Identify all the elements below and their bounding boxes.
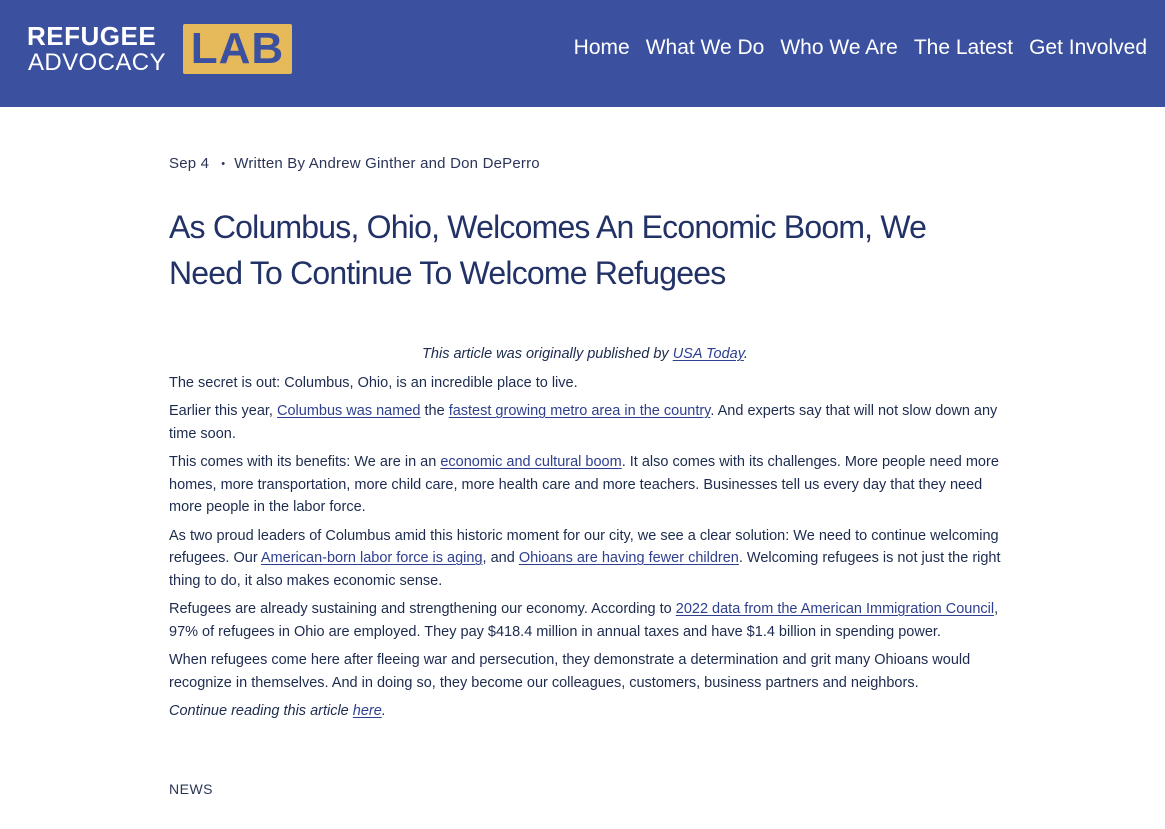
article-outro [169,700,1001,723]
paragraph-2 [169,400,1001,445]
logo-line-1: REFUGEE [27,21,157,51]
category-tag[interactable]: NEWS [169,781,213,797]
link-fewer-children[interactable]: Ohioans are having fewer children [518,550,739,566]
logo-line-2: ADVOCACY [28,49,166,76]
paragraph-6: When refugees come here after fleeing war and persecution, they demonstrate a determination and grit many Ohioans would recognize in themselves. And in doing so, they become our colleagues, customers, business partners and neighbors. [169,652,971,691]
link-columbus-named[interactable]: Columbus was named [277,403,421,419]
link-fastest-growing[interactable]: fastest growing metro area in the country [448,403,711,419]
p5-text-b: , 97% of refugees in Ohio are employed. They pay $418.4 million in annual taxes and have $1.4 billion in spending power. [169,601,999,640]
link-usa-today[interactable]: USA Today [672,346,744,362]
main-nav [558,34,1147,62]
nav-what-we-do[interactable]: What We Do [645,36,765,59]
nav-get-involved[interactable]: Get Involved [1029,36,1147,59]
paragraph-5 [169,598,1001,643]
p4-text-c: . Welcoming refugees is not just the right thing to do, it also makes economic sense. [169,550,1001,589]
paragraph-4 [169,525,1001,593]
logo-lab-box: LAB [183,24,292,74]
p5-text-a: Refugees are already sustaining and strengthening our economy. According to [169,601,676,617]
site-header [0,0,1165,107]
nav-the-latest[interactable]: The Latest [913,36,1014,59]
p2-text-a: Earlier this year, [169,403,277,419]
link-labor-force-aging[interactable]: American-born labor force is aging [260,550,483,566]
p4-text-b: , and [482,550,519,566]
p3-text-b: . It also comes with its challenges. More people need more homes, more transportation, more child care, more health care and more teachers. Businesses tell us every day that they need more people in the labor force. [169,454,999,515]
post-byline: Written By Andrew Ginther and Don DePerro [234,155,540,172]
article-body [169,343,1001,729]
nav-home[interactable]: Home [573,36,630,59]
p2-text-b: the [420,403,449,419]
link-continue-reading[interactable]: here [352,703,382,719]
meta-separator: • [221,158,226,170]
p3-text-a: This comes with its benefits: We are in an [169,454,441,470]
p4-text-a: As two proud leaders of Columbus amid this historic moment for our city, we see a clear solution: We need to continue welcoming refugees. Our [169,527,999,566]
post-title: As Columbus, Ohio, Welcomes An Economic Boom, We Need To Continue To Welcome Refugees [169,209,927,291]
paragraph-1: The secret is out: Columbus, Ohio, is an incredible place to live. [169,374,578,391]
post-meta [169,155,540,172]
outro-end: . [381,703,386,719]
link-immigration-council[interactable]: 2022 data from the American Immigration Council [675,601,995,617]
p2-text-c: . And experts say that will not slow down any time soon. [169,403,998,442]
link-economic-boom[interactable]: economic and cultural boom [440,454,622,470]
intro-text: This article was originally published by [422,346,673,362]
post-date: Sep 4 [169,155,210,172]
nav-who-we-are[interactable]: Who We Are [780,36,898,59]
paragraph-3 [169,451,1001,519]
outro-text: Continue reading this article [169,703,353,719]
article-intro [169,343,1001,366]
intro-end: . [743,346,748,362]
